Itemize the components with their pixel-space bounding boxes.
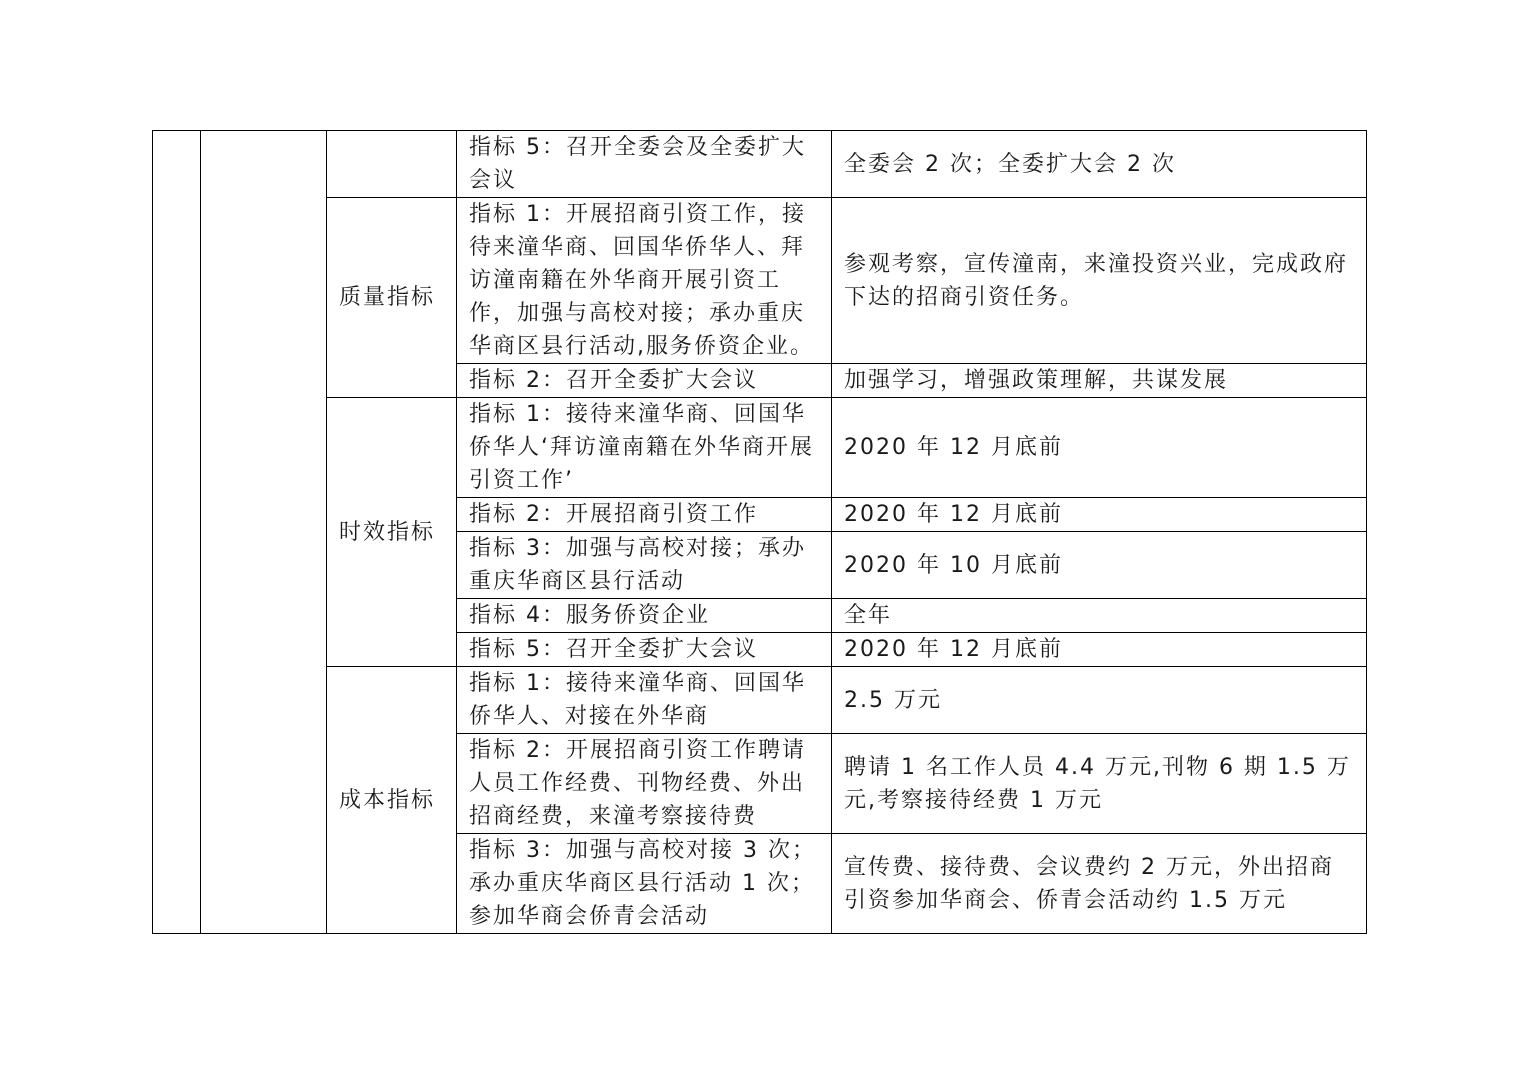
indicator-cell: 指标 4：服务侨资企业 bbox=[457, 599, 832, 633]
indicator-cell: 指标 1：开展招商引资工作，接待来潼华商、回国华侨华人、拜访潼南籍在外华商开展引资工作，加强与高校对接；承办重庆华商区县行活动,服务侨资企业。 bbox=[457, 198, 832, 364]
indicator-cell: 指标 2：召开全委扩大会议 bbox=[457, 364, 832, 398]
table-row bbox=[153, 198, 1367, 364]
value-cell: 2.5 万元 bbox=[832, 667, 1367, 734]
value-cell: 2020 年 12 月底前 bbox=[832, 633, 1367, 667]
indicator-cell: 指标 3：加强与高校对接；承办重庆华商区县行活动 bbox=[457, 532, 832, 599]
blank-cell bbox=[201, 131, 327, 934]
indicator-cell: 指标 2：开展招商引资工作聘请人员工作经费、刊物经费、外出招商经费，来潼考察接待费 bbox=[457, 734, 832, 834]
value-cell: 全年 bbox=[832, 599, 1367, 633]
value-cell: 参观考察，宣传潼南，来潼投资兴业，完成政府下达的招商引资任务。 bbox=[832, 198, 1367, 364]
value-cell: 2020 年 12 月底前 bbox=[832, 398, 1367, 498]
value-cell: 聘请 1 名工作人员 4.4 万元,刊物 6 期 1.5 万元,考察接待经费 1 万元 bbox=[832, 734, 1367, 834]
category-cell-timeliness: 时效指标 bbox=[327, 398, 457, 667]
value-cell: 宣传费、接待费、会议费约 2 万元，外出招商引资参加华商会、侨青会活动约 1.5 万元 bbox=[832, 834, 1367, 934]
indicator-cell: 指标 2：开展招商引资工作 bbox=[457, 498, 832, 532]
indicator-cell: 指标 1：接待来潼华商、回国华侨华人、对接在外华商 bbox=[457, 667, 832, 734]
value-cell: 2020 年 12 月底前 bbox=[832, 498, 1367, 532]
indicator-cell: 指标 1：接待来潼华商、回国华侨华人‘拜访潼南籍在外华商开展引资工作’ bbox=[457, 398, 832, 498]
table-row bbox=[153, 131, 1367, 198]
blank-cell bbox=[327, 131, 457, 198]
blank-cell bbox=[153, 131, 201, 934]
category-cell-quality: 质量指标 bbox=[327, 198, 457, 398]
category-cell-cost: 成本指标 bbox=[327, 667, 457, 934]
indicator-cell: 指标 5：召开全委会及全委扩大会议 bbox=[457, 131, 832, 198]
value-cell: 2020 年 10 月底前 bbox=[832, 532, 1367, 599]
table-row bbox=[153, 667, 1367, 734]
table-row bbox=[153, 398, 1367, 498]
value-cell: 加强学习，增强政策理解，共谋发展 bbox=[832, 364, 1367, 398]
value-cell: 全委会 2 次；全委扩大会 2 次 bbox=[832, 131, 1367, 198]
performance-indicator-table bbox=[152, 130, 1367, 934]
indicator-cell: 指标 5：召开全委扩大会议 bbox=[457, 633, 832, 667]
indicator-cell: 指标 3：加强与高校对接 3 次；承办重庆华商区县行活动 1 次；参加华商会侨青会活动 bbox=[457, 834, 832, 934]
